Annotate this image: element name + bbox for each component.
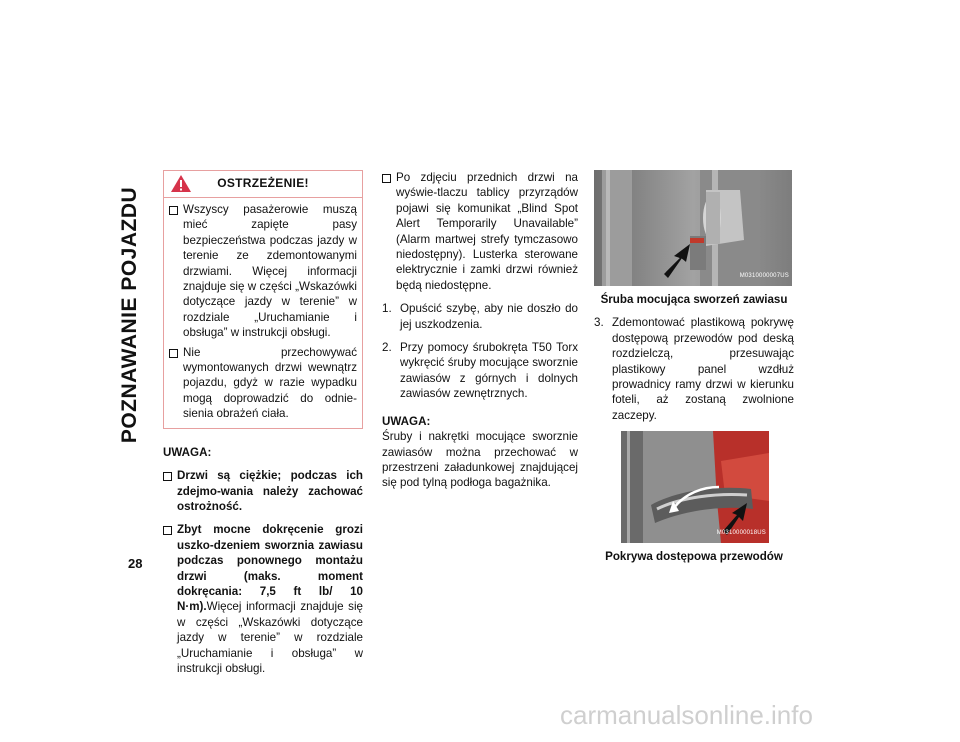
step-text: Przy pomocy śrubokręta T50 Torx wykręcić śruby mocujące sworznie zawiasów z górnych i dolnych zawiasów zewnętrznych. (400, 341, 578, 401)
note-heading: UWAGA: (382, 414, 431, 428)
note-item-text: Drzwi są ciężkie; podczas ich zdejmo-wania należy zachować ostrożność. (177, 469, 363, 513)
note-text: Śruby i nakrętki mocujące sworznie zawiasów można przechować w przestrzeni załadunkowej znajdującej się pod tylną podłoga bagażnika. (382, 430, 578, 490)
note-item-rest-text: Więcej informacji znajduje się w części „Wskazówki dotyczące jazdy w terenie” w rozdziale „Uruchamianie i obsługa” w instrukcji obsługi. (177, 600, 363, 675)
checkbox-bullet-icon (163, 526, 172, 535)
warning-item-text: Nie przechowywać wymontowanych drzwi wewnątrz pojazdu, gdyż w razie wypadku mogą doprowadzić do odnie-sienia obrażeń ciała. (183, 345, 357, 421)
warning-header (164, 171, 362, 198)
step-item (594, 315, 794, 423)
note-item-bold-text: Zbyt mocne dokręcenie grozi uszko-dzeniem sworznia zawiasu podczas ponownego montażu drzwi (maks. moment dokręcania: 7,5 ft lb/ 10 N·m). (177, 523, 363, 614)
page-number: 28 (128, 556, 143, 571)
warning-title: OSTRZEŻENIE! (217, 176, 309, 191)
hinge-pin-bolt-photo (594, 170, 792, 286)
step-number: 2. (382, 341, 392, 355)
step-item (382, 340, 578, 402)
section-tab-label: POZNAWANIE POJAZDU (118, 186, 142, 444)
step-number: 3. (594, 316, 604, 330)
note-heading: UWAGA: (163, 445, 212, 459)
warning-box (163, 170, 363, 429)
column-right (594, 170, 794, 565)
warning-item (169, 202, 357, 341)
warning-triangle-icon (170, 174, 192, 193)
photo-caption: Śruba mocująca sworzeń zawiasu (600, 293, 788, 306)
step-text: Opuścić szybę, aby nie doszło do jej uszkodzenia. (400, 302, 578, 331)
photo-code: M0310000007US (739, 272, 789, 279)
info-bullet (382, 170, 578, 293)
note-item (163, 522, 363, 676)
note-item (163, 468, 363, 514)
photo-caption: Pokrywa dostępowa przewodów (605, 550, 783, 564)
section-tab (108, 165, 152, 465)
info-bullet-text: Po zdjęciu przednich drzwi na wyświe-tlaczu tablicy przyrządów pojawi się komunikat „Blind Spot Alert Temporarily Unavailable” (Alarm martwej strefy tymczasowo niedostępny). Lusterka sterowane elektrycznie i zamki drzwi również będą niedostępne. (396, 171, 578, 292)
step-item (382, 301, 578, 332)
checkbox-bullet-icon (169, 349, 178, 358)
note-item-text (177, 522, 363, 676)
step-number: 1. (382, 302, 392, 316)
warning-item-text: Wszyscy pasażerowie muszą mieć zapięte pasy bezpieczeństwa podczas jazdy w terenie ze zdemontowanymi drzwiami. Więcej informacji znajduje się w części „Wskazówki dotyczące jazdy w terenie” w rozdziale „Uruchamianie i obsługa” w instrukcji obsługi. (183, 203, 357, 340)
watermark: carmanualsonline.info (560, 700, 813, 730)
step-text: Zdemontować plastikową pokrywę dostępową przewodów pod deską rozdzielczą, przesuwając plastikowy panel wzdłuż prowadnicy ramy drzwi w kierunku foteli, aż zostaną zwolnione zaczepy. (612, 316, 794, 422)
column-middle (382, 170, 578, 491)
checkbox-bullet-icon (382, 174, 391, 183)
checkbox-bullet-icon (163, 472, 172, 481)
column-left (163, 170, 363, 676)
warning-item (169, 345, 357, 422)
photo-code: M0310000018US (716, 529, 766, 536)
checkbox-bullet-icon (169, 206, 178, 215)
wire-access-cover-photo (621, 431, 769, 543)
